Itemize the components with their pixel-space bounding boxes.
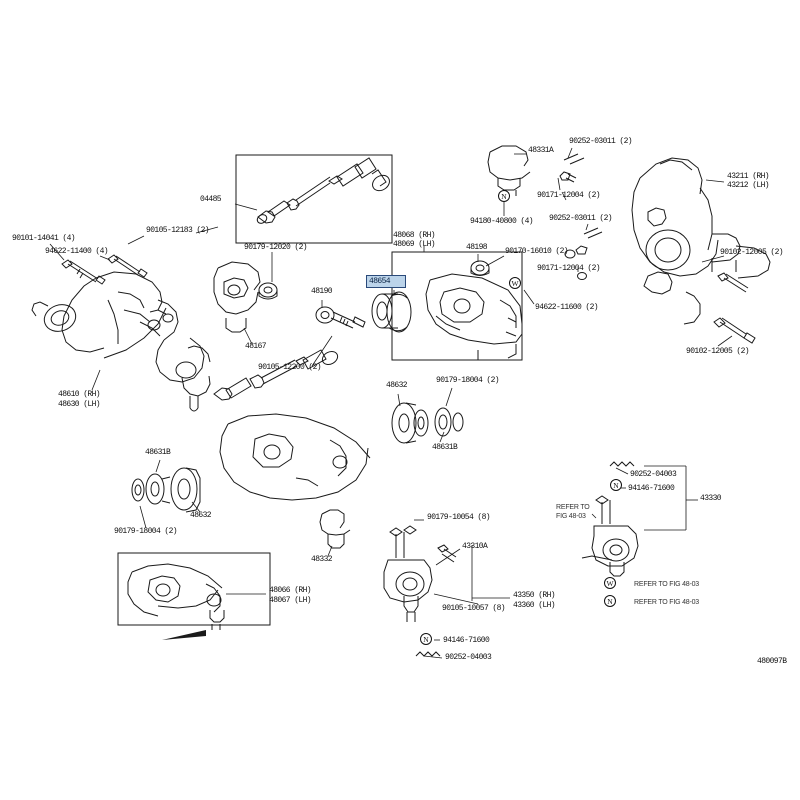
part-label-90179-10054: 90179-10054 (8): [427, 513, 491, 522]
part-label-48610: 48610 (RH): [58, 390, 101, 399]
part-label-43360: 43360 (LH): [513, 601, 556, 610]
part-label-43211: 43211 (RH): [727, 172, 770, 181]
part-label-48067: 48067 (LH): [269, 596, 312, 605]
part-label-94622-11600: 94622-11600 (2): [535, 303, 599, 312]
part-label-48068: 48068 (RH): [393, 231, 436, 240]
part-label-43212: 43212 (LH): [727, 181, 770, 190]
part-label-43310A: 43310A: [462, 542, 488, 551]
part-label-48066: 48066 (RH): [269, 586, 312, 595]
part-label-90179-12020: 90179-12020 (2): [244, 243, 308, 252]
legend-w-icon: W: [604, 577, 616, 589]
part-label-94622-11400: 94622-11400 (4): [45, 247, 109, 256]
legend-n-text: REFER TO FIG 48-03: [634, 599, 699, 606]
part-label-90102-12005-lower: 90102-12005 (2): [686, 347, 750, 356]
part-label-94180-40800: 94180-40800 (4): [470, 217, 534, 226]
part-label-90105-12183: 90105-12183 (2): [146, 226, 210, 235]
part-label-90102-12005-upper: 90102-12005 (2): [720, 248, 784, 257]
part-label-90170-16010: 90170-16010 (2): [505, 247, 569, 256]
part-label-48190: 48190: [311, 287, 333, 296]
part-label-90101-14041: 90101-14041 (4): [12, 234, 76, 243]
part-label-94146-71600-right: 94146-71600: [628, 484, 675, 493]
part-label-90179-18004-right: 90179-18004 (2): [436, 376, 500, 385]
part-label-90171-12004-lower: 90171-12004 (2): [537, 264, 601, 273]
legend-w-text: REFER TO FIG 48-03: [634, 581, 699, 588]
marker-n-bottom: N: [420, 633, 432, 645]
figure-code: 480097B: [757, 657, 787, 666]
part-label-48630: 48630 (LH): [58, 400, 101, 409]
part-label-90179-18004-left: 90179-18004 (2): [114, 527, 178, 536]
marker-n-right: N: [610, 479, 622, 491]
refer-to-fig-note: REFER TO: [556, 504, 590, 511]
part-label-48331A: 48331A: [528, 146, 554, 155]
part-label-90252-04003-right: 90252-04003: [630, 470, 677, 479]
marker-n-upper: N: [498, 190, 510, 202]
part-label-48332: 48332: [311, 555, 333, 564]
part-label-48198: 48198: [466, 243, 488, 252]
part-label-90105-10057: 90105-10057 (8): [442, 604, 506, 613]
refer-to-fig-note-line2: FIG 48-03: [556, 513, 586, 520]
part-label-90252-04003-bottom: 90252-04003: [445, 653, 492, 662]
part-label-48167: 48167: [245, 342, 267, 351]
part-label-48631B-right: 48631B: [432, 443, 458, 452]
part-label-90105-12200: 90105-12200 (2): [258, 363, 322, 372]
part-label-43350: 43350 (RH): [513, 591, 556, 600]
part-label-04485: 04485: [200, 195, 222, 204]
part-label-90171-12004-upper: 90171-12004 (2): [537, 191, 601, 200]
part-label-48632-upper: 48632: [386, 381, 408, 390]
part-label-90252-03011-mid: 90252-03011 (2): [549, 214, 613, 223]
highlighted-part-label: 48654: [369, 277, 391, 286]
part-label-90252-03011-top: 90252-03011 (2): [569, 137, 633, 146]
part-label-94146-71600-bottom: 94146-71600: [443, 636, 490, 645]
legend-n-icon: N: [604, 595, 616, 607]
part-label-48631B-left: 48631B: [145, 448, 171, 457]
part-label-43330: 43330: [700, 494, 722, 503]
part-label-48069: 48069 (LH): [393, 240, 436, 249]
part-label-48632-left: 48632: [190, 511, 212, 520]
marker-w-lower-arm: W: [509, 277, 521, 289]
